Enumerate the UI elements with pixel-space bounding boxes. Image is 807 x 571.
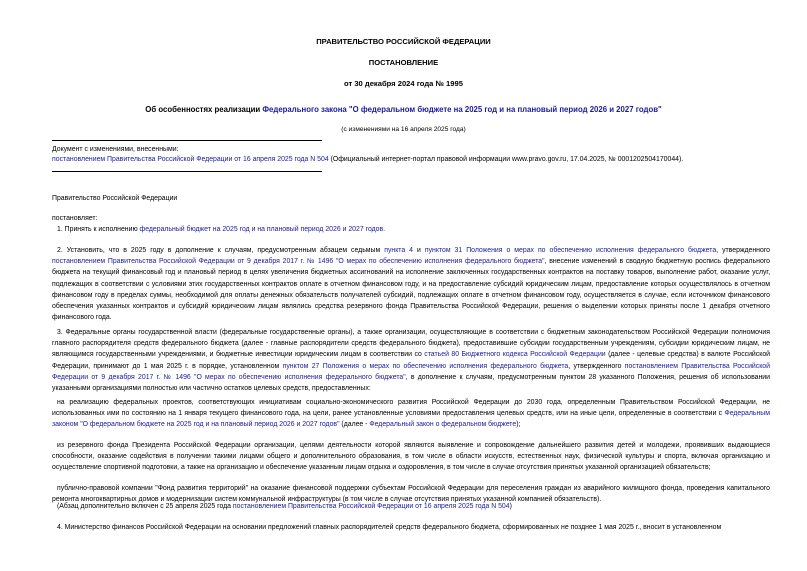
p2-text-a: 2. Установить, что в 2025 году в дополнение к случаям, предусмотренным абзацем седьмым <box>57 247 385 254</box>
decree-504-link-2[interactable]: постановлением Правительства Российской Федерации от 16 апреля 2025 года N 504 <box>232 503 510 510</box>
p4-text-b: (далее - <box>339 421 370 429</box>
p1-text-b: . <box>383 226 386 233</box>
divider-bottom <box>52 171 322 172</box>
document-type-heading: ПОСТАНОВЛЕНИЕ <box>368 58 439 67</box>
p4-text-c: ); <box>516 421 521 429</box>
federal-law-link[interactable]: Федерального закона "О федеральном бюджете на 2025 год и на плановый период 2026 и 2027 годов" <box>262 105 662 114</box>
paragraph-7: 4. Министерство финансов Российской Федерации на основании предложений главных распорядителей средств федерального бюджета, сформированных не позднее 1 мая 2025 г., вносит в установленном <box>57 524 722 531</box>
title-prefix: Об особенностях реализации <box>145 105 263 114</box>
p2-text-d: , внесение изменений в сводную бюджетную роспись федерального бюджета на текущий финансовый год и плановый период в целях увеличения бюджетных ассигнований на исполнение заключенных государственных контрактов на поставку товаров, выполнение работ, оказание услуг, подлежащих в соответствии с условиями этих государственных контрактов оплате в отчетном финансовом году, и на предоставление субсидий юридическим лицам, предоставление которых осуществлялось в отчетном финансовом году в пределах суммы, необходимой для оплаты денежных обязательств получателей субсидий, подлежащих оплате в отчетном финансовом году, осуществляется в случае, если источником финансового обеспечения указанных контрактов и субсидий юридическим лицам являлись средства резервного фонда Правительства Российской Федерации, решения о выделении которых приняты после 1 декабря отчетного финансового года. <box>52 258 770 322</box>
changes-source <box>52 154 770 165</box>
amendment-note <box>52 501 770 512</box>
budget-law-short-link[interactable]: Федеральный закон о федеральном бюджете <box>369 421 517 429</box>
changes-label: Документ с изменениями, внесенными: <box>52 146 179 153</box>
decree-1496-link-2[interactable]: постановлением Правительства Российской Федерации от 9 декабря 2017 г. № 1496 "О мерах по обеспечению исполнения федерального бюджета" <box>52 362 770 381</box>
amendment-text-a: (Абзац дополнительно включен с 25 апреля 2025 года <box>57 503 233 510</box>
decree-1496-link[interactable]: постановлением Правительства Российской Федерации от 9 декабря 2017 г. № 1496 "О мерах по обеспечению исполнения федерального бюджета" <box>52 258 545 266</box>
budget-law-link[interactable]: Федеральным законом "О федеральном бюджете на 2025 год и на плановый период 2026 и 2027 годов" <box>52 410 770 429</box>
paragraph-6: публично-правовой компании "Фонд развития территорий" на оказание финансовой поддержки субъектам Российской Федерации для переселения граждан из аварийного жилищного фонда, проведения капитального ремонта многоквартирных домов и модернизации систем коммунальной инфраструктуры (в том числе в случае отсутствия принятых указанной компанией обязательств). <box>52 485 770 504</box>
resolves-line: постановляет: <box>52 215 98 222</box>
paragraph-5: из резервного фонда Президента Российской Федерации организации, целями деятельности которой являются выявление и сопровождение дальнейшего развития детей и молодежи, проявивших выдающиеся способности, оказание содействия в получении такими лицами общего и дополнительного образования, в том числе в области искусств, естественных наук, физической культуры и спорта, включая организацию и осуществление спортивной подготовки, а также на организацию и обеспечение указанным лицам отдыха и оздоровления, в том числе в случае отсутствия принятых указанной организацией обязательств; <box>52 442 770 472</box>
divider-top <box>52 140 322 141</box>
p2-text-b: и <box>413 247 425 254</box>
clause-27-link[interactable]: пунктом 27 Положения о мерах по обеспечению исполнения федерального бюджета <box>282 362 569 370</box>
article-80-link[interactable]: статьей 80 Бюджетного кодекса Российской Федерации <box>424 351 606 359</box>
paragraph-2 <box>52 245 770 323</box>
document-title <box>0 104 807 117</box>
issuer-heading: ПРАВИТЕЛЬСТВО РОССИЙСКОЙ ФЕДЕРАЦИИ <box>316 37 491 46</box>
federal-budget-link[interactable]: федеральный бюджет на 2025 год и на плановый период 2026 и 2027 годов <box>139 226 384 233</box>
changes-note: (с изменениями на 16 апреля 2025 года) <box>341 126 466 133</box>
p3-text-b: (далее - целевые средства) в валюте Российской Федерации, принимают до 1 мая 2025 г. в порядке, установленном <box>52 351 770 370</box>
paragraph-1 <box>52 224 770 235</box>
government-line: Правительство Российской Федерации <box>52 195 178 202</box>
p1-text-a: 1. Принять к исполнению <box>57 226 140 233</box>
decree-504-link[interactable]: постановлением Правительства Российской Федерации от 16 апреля 2025 года N 504 <box>52 156 329 163</box>
paragraph-3 <box>52 327 770 394</box>
clause-31-link[interactable]: пунктом 31 Положения о мерах по обеспечению исполнения федерального бюджета <box>424 247 717 254</box>
paragraph-4 <box>52 397 770 431</box>
p3-text-d: , в дополнение к случаям, предусмотренным пунктом 28 указанного Положения, решения об использовании указанными организациями полностью или частично остатков целевых средств, предоставленных: <box>52 373 770 392</box>
changes-source-tail: (Официальный интернет-портал правовой информации www.pravo.gov.ru, 17.04.2025, № 0001202504170044). <box>328 156 684 163</box>
p2-text-c: , утвержденного <box>716 247 771 254</box>
p4-text-a: на реализацию федеральных проектов, соответствующих инициативам социально-экономического развития Российской Федерации до 2030 года, определенным Правительством Российской Федерации, не использованных ими по состоянию на 1 января текущего финансового года, на цели, ранее установленные условиями предоставления целевых средств, или на иные цели, определенные в соответствии с <box>52 399 770 418</box>
document-date-heading: от 30 декабря 2024 года № 1995 <box>344 79 463 88</box>
p3-text-a: 3. Федеральные органы государственной власти (федеральные государственные органы), а также организации, осуществляющие в соответствии с бюджетным законодательством Российской Федерации полномочия главного распорядителя средств федерального бюджета (далее - главные распорядители средств федерального бюджета), предоставившие субсидии государственным учреждениям, субсидии юридическим лицам, не являющимся государственными учреждениями, и бюджетные инвестиции юридическим лицам в соответствии со <box>52 329 770 359</box>
amendment-text-b: ) <box>509 503 512 510</box>
p3-text-c: , утвержденного <box>568 362 625 370</box>
clause-4-link[interactable]: пункта 4 <box>384 247 414 254</box>
